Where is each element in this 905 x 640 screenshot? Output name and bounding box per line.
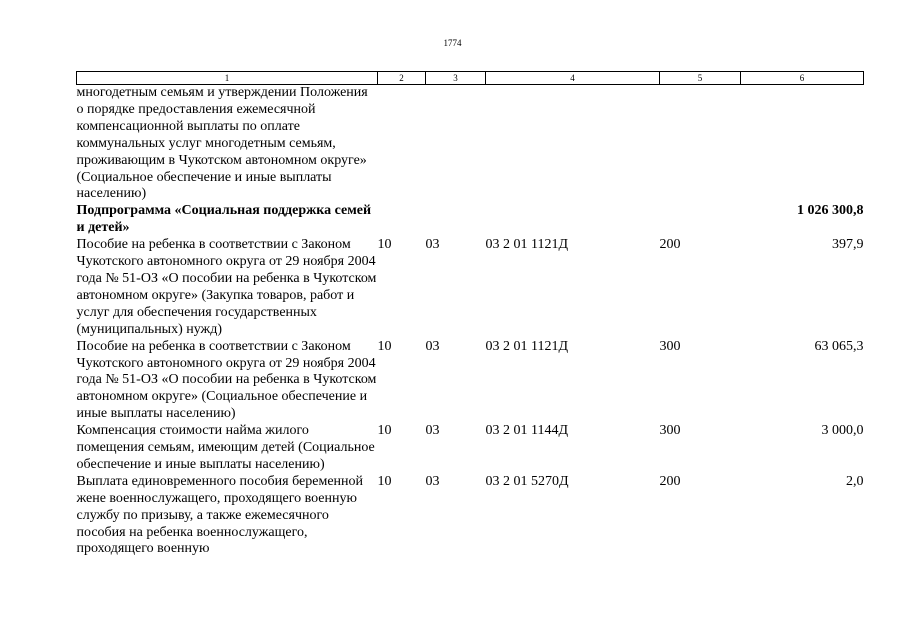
row-section: 10	[377, 338, 392, 354]
row-expense-type	[660, 203, 741, 237]
header-col-6: 6	[741, 72, 864, 85]
budget-table	[76, 71, 864, 558]
row-subsection: 03	[425, 237, 440, 253]
row-target-article: 03 2 01 1144Д	[485, 423, 569, 439]
column-number-header	[77, 72, 864, 85]
row-sum	[741, 85, 864, 204]
row-name: Подпрограмма «Социальная поддержка семей и детей»	[76, 203, 372, 236]
row-subsection	[426, 85, 486, 204]
header-col-4: 4	[486, 72, 660, 85]
table-row	[77, 474, 864, 559]
page-number: 1774	[443, 38, 462, 48]
row-expense-type: 200	[659, 237, 681, 253]
row-target-article: 03 2 01 5270Д	[485, 473, 569, 489]
row-section: 10	[377, 237, 392, 253]
table-row	[77, 423, 864, 474]
row-name: Выплата единовременного пособия беременной жене военнослужащего, проходящего военную службу по призыву, а также ежемесячного пособия на ребенка военнослужащего, проходящего военную	[76, 473, 364, 557]
header-col-1: 1	[77, 72, 378, 85]
row-expense-type: 300	[659, 338, 681, 354]
header-col-3: 3	[426, 72, 486, 85]
header-col-2: 2	[378, 72, 426, 85]
row-target-article: 03 2 01 1121Д	[485, 237, 569, 253]
row-target-article: 03 2 01 1121Д	[485, 338, 569, 354]
row-subsection: 03	[425, 338, 440, 354]
table-row	[77, 85, 864, 204]
row-name: многодетным семьям и утверждении Положения о порядке предоставления ежемесячной компенсационной выплаты по оплате коммунальных услуг многодетным семьям, проживающим в Чукотском автономном округе» (Социальное обеспечение и иные выплаты населению)	[76, 85, 368, 202]
table-row-subprogram	[77, 203, 864, 237]
row-name: Пособие на ребенка в соответствии с Законом Чукотского автономного округа от 29 ноября 2004 года № 51-ОЗ «О пособии на ребенка в Чукотском автономном округе» (Закупка товаров, работ и услуг для обеспечения государственных (муниципальных) нужд)	[76, 237, 377, 337]
row-target-article	[486, 85, 660, 204]
table-row	[77, 237, 864, 338]
row-sum: 2,0	[846, 473, 864, 489]
row-sum: 1 026 300,8	[797, 203, 864, 219]
row-sum: 3 000,0	[821, 423, 864, 439]
table-row	[77, 339, 864, 424]
row-sum: 397,9	[832, 237, 864, 253]
row-subsection	[426, 203, 486, 237]
row-sum: 63 065,3	[814, 338, 864, 354]
row-expense-type	[660, 85, 741, 204]
row-expense-type: 200	[659, 473, 681, 489]
row-name: Пособие на ребенка в соответствии с Законом Чукотского автономного округа от 29 ноября 2004 года № 51-ОЗ «О пособии на ребенка в Чукотском автономном округе» (Социальное обеспечение и иные выплаты населению)	[76, 338, 377, 422]
row-section	[378, 203, 426, 237]
row-subsection: 03	[425, 473, 440, 489]
row-section: 10	[377, 423, 392, 439]
row-name: Компенсация стоимости найма жилого помещения семьям, имеющим детей (Социальное обеспечение и иные выплаты населению)	[76, 423, 375, 472]
row-subsection: 03	[425, 423, 440, 439]
header-col-5: 5	[660, 72, 741, 85]
row-expense-type: 300	[659, 423, 681, 439]
row-section	[378, 85, 426, 204]
row-target-article	[486, 203, 660, 237]
row-section: 10	[377, 473, 392, 489]
